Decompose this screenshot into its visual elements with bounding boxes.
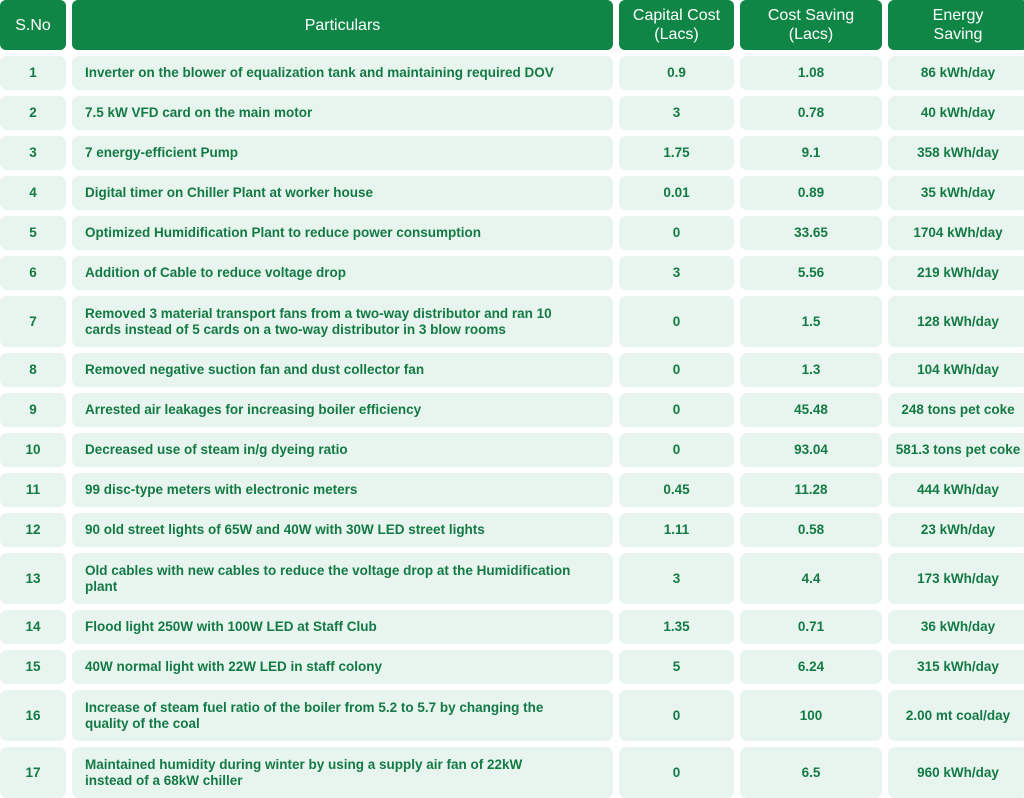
cell-cost-saving: 45.48 [740, 393, 882, 427]
cell-energy-saving: 248 tons pet coke [888, 393, 1024, 427]
cell-particulars: Removed negative suction fan and dust collector fan [72, 353, 613, 387]
table-body [0, 56, 1024, 798]
header-energy-saving [888, 0, 1024, 50]
cell-sno: 12 [0, 513, 66, 547]
header-sno: S.No [0, 0, 66, 50]
cell-particulars: 7 energy-efficient Pump [72, 136, 613, 170]
cell-capital-cost: 0 [619, 216, 734, 250]
cell-energy-saving: 128 kWh/day [888, 296, 1024, 347]
cell-sno: 2 [0, 96, 66, 130]
table-row [0, 690, 1024, 741]
cell-sno: 13 [0, 553, 66, 604]
cell-capital-cost: 0 [619, 690, 734, 741]
cell-particulars: Digital timer on Chiller Plant at worker house [72, 176, 613, 210]
cell-cost-saving: 11.28 [740, 473, 882, 507]
cell-cost-saving: 0.71 [740, 610, 882, 644]
table-row [0, 553, 1024, 604]
cell-particulars: Flood light 250W with 100W LED at Staff Club [72, 610, 613, 644]
cell-capital-cost: 0 [619, 296, 734, 347]
cell-capital-cost: 0.9 [619, 56, 734, 90]
cell-sno: 9 [0, 393, 66, 427]
table-row [0, 393, 1024, 427]
cell-capital-cost: 0.45 [619, 473, 734, 507]
table-row [0, 610, 1024, 644]
table-row [0, 96, 1024, 130]
cell-energy-saving: 960 kWh/day [888, 747, 1024, 798]
cell-particulars: Optimized Humidification Plant to reduce power consumption [72, 216, 613, 250]
cell-particulars: 90 old street lights of 65W and 40W with 30W LED street lights [72, 513, 613, 547]
cell-cost-saving: 6.24 [740, 650, 882, 684]
cell-cost-saving: 6.5 [740, 747, 882, 798]
cell-cost-saving: 1.5 [740, 296, 882, 347]
cell-particulars: Arrested air leakages for increasing boiler efficiency [72, 393, 613, 427]
header-capital-cost-label: Capital Cost (Lacs) [632, 7, 721, 43]
table-row [0, 256, 1024, 290]
cell-capital-cost: 0.01 [619, 176, 734, 210]
table-row [0, 216, 1024, 250]
cell-cost-saving: 93.04 [740, 433, 882, 467]
cell-capital-cost: 0 [619, 353, 734, 387]
cell-capital-cost: 1.75 [619, 136, 734, 170]
cell-sno: 7 [0, 296, 66, 347]
cell-energy-saving: 23 kWh/day [888, 513, 1024, 547]
table-row [0, 650, 1024, 684]
table-row [0, 136, 1024, 170]
cell-particulars: 40W normal light with 22W LED in staff colony [72, 650, 613, 684]
cell-particulars: Removed 3 material transport fans from a two-way distributor and ran 10 cards instead of 5 cards on a two-way distributor in 3 blow rooms [72, 296, 613, 347]
cell-cost-saving: 33.65 [740, 216, 882, 250]
cell-particulars: Inverter on the blower of equalization tank and maintaining required DOV [72, 56, 613, 90]
cell-energy-saving: 444 kWh/day [888, 473, 1024, 507]
header-energy-saving-label: Energy Saving [932, 7, 984, 43]
cell-cost-saving: 4.4 [740, 553, 882, 604]
cell-energy-saving: 219 kWh/day [888, 256, 1024, 290]
cell-cost-saving: 1.3 [740, 353, 882, 387]
table-row [0, 353, 1024, 387]
cell-capital-cost: 0 [619, 393, 734, 427]
table-row [0, 513, 1024, 547]
cell-sno: 15 [0, 650, 66, 684]
cell-particulars: Increase of steam fuel ratio of the boiler from 5.2 to 5.7 by changing the quality of the coal [72, 690, 613, 741]
header-capital-cost [619, 0, 734, 50]
cell-sno: 5 [0, 216, 66, 250]
cell-energy-saving: 36 kWh/day [888, 610, 1024, 644]
cell-cost-saving: 0.58 [740, 513, 882, 547]
cell-cost-saving: 1.08 [740, 56, 882, 90]
header-particulars: Particulars [72, 0, 613, 50]
table-row [0, 433, 1024, 467]
cell-energy-saving: 315 kWh/day [888, 650, 1024, 684]
cell-sno: 17 [0, 747, 66, 798]
header-cost-saving-label: Cost Saving (Lacs) [767, 7, 855, 43]
cell-cost-saving: 100 [740, 690, 882, 741]
cell-sno: 4 [0, 176, 66, 210]
cell-capital-cost: 5 [619, 650, 734, 684]
cell-energy-saving: 104 kWh/day [888, 353, 1024, 387]
cell-particulars: Maintained humidity during winter by using a supply air fan of 22kW instead of a 68kW chiller [72, 747, 613, 798]
cell-cost-saving: 5.56 [740, 256, 882, 290]
table-row [0, 473, 1024, 507]
table-row [0, 176, 1024, 210]
cell-particulars: Addition of Cable to reduce voltage drop [72, 256, 613, 290]
cell-sno: 3 [0, 136, 66, 170]
cell-particulars: Decreased use of steam in/g dyeing ratio [72, 433, 613, 467]
cell-energy-saving: 581.3 tons pet coke [888, 433, 1024, 467]
table-row [0, 747, 1024, 798]
cell-capital-cost: 3 [619, 96, 734, 130]
cell-sno: 6 [0, 256, 66, 290]
cell-cost-saving: 0.89 [740, 176, 882, 210]
cell-sno: 14 [0, 610, 66, 644]
header-cost-saving [740, 0, 882, 50]
cell-capital-cost: 3 [619, 256, 734, 290]
cell-capital-cost: 0 [619, 747, 734, 798]
cell-cost-saving: 0.78 [740, 96, 882, 130]
cell-sno: 10 [0, 433, 66, 467]
cell-energy-saving: 86 kWh/day [888, 56, 1024, 90]
cell-particulars: Old cables with new cables to reduce the voltage drop at the Humidification plant [72, 553, 613, 604]
table-header [0, 0, 1024, 50]
cell-sno: 11 [0, 473, 66, 507]
cell-sno: 1 [0, 56, 66, 90]
cell-capital-cost: 3 [619, 553, 734, 604]
table-row [0, 56, 1024, 90]
cell-energy-saving: 2.00 mt coal/day [888, 690, 1024, 741]
cell-energy-saving: 1704 kWh/day [888, 216, 1024, 250]
cell-cost-saving: 9.1 [740, 136, 882, 170]
cell-particulars: 7.5 kW VFD card on the main motor [72, 96, 613, 130]
cell-particulars: 99 disc-type meters with electronic meters [72, 473, 613, 507]
cell-energy-saving: 40 kWh/day [888, 96, 1024, 130]
cell-energy-saving: 358 kWh/day [888, 136, 1024, 170]
cell-sno: 8 [0, 353, 66, 387]
cell-capital-cost: 1.11 [619, 513, 734, 547]
cell-sno: 16 [0, 690, 66, 741]
cell-capital-cost: 1.35 [619, 610, 734, 644]
table-row [0, 296, 1024, 347]
cell-energy-saving: 35 kWh/day [888, 176, 1024, 210]
cell-energy-saving: 173 kWh/day [888, 553, 1024, 604]
cell-capital-cost: 0 [619, 433, 734, 467]
